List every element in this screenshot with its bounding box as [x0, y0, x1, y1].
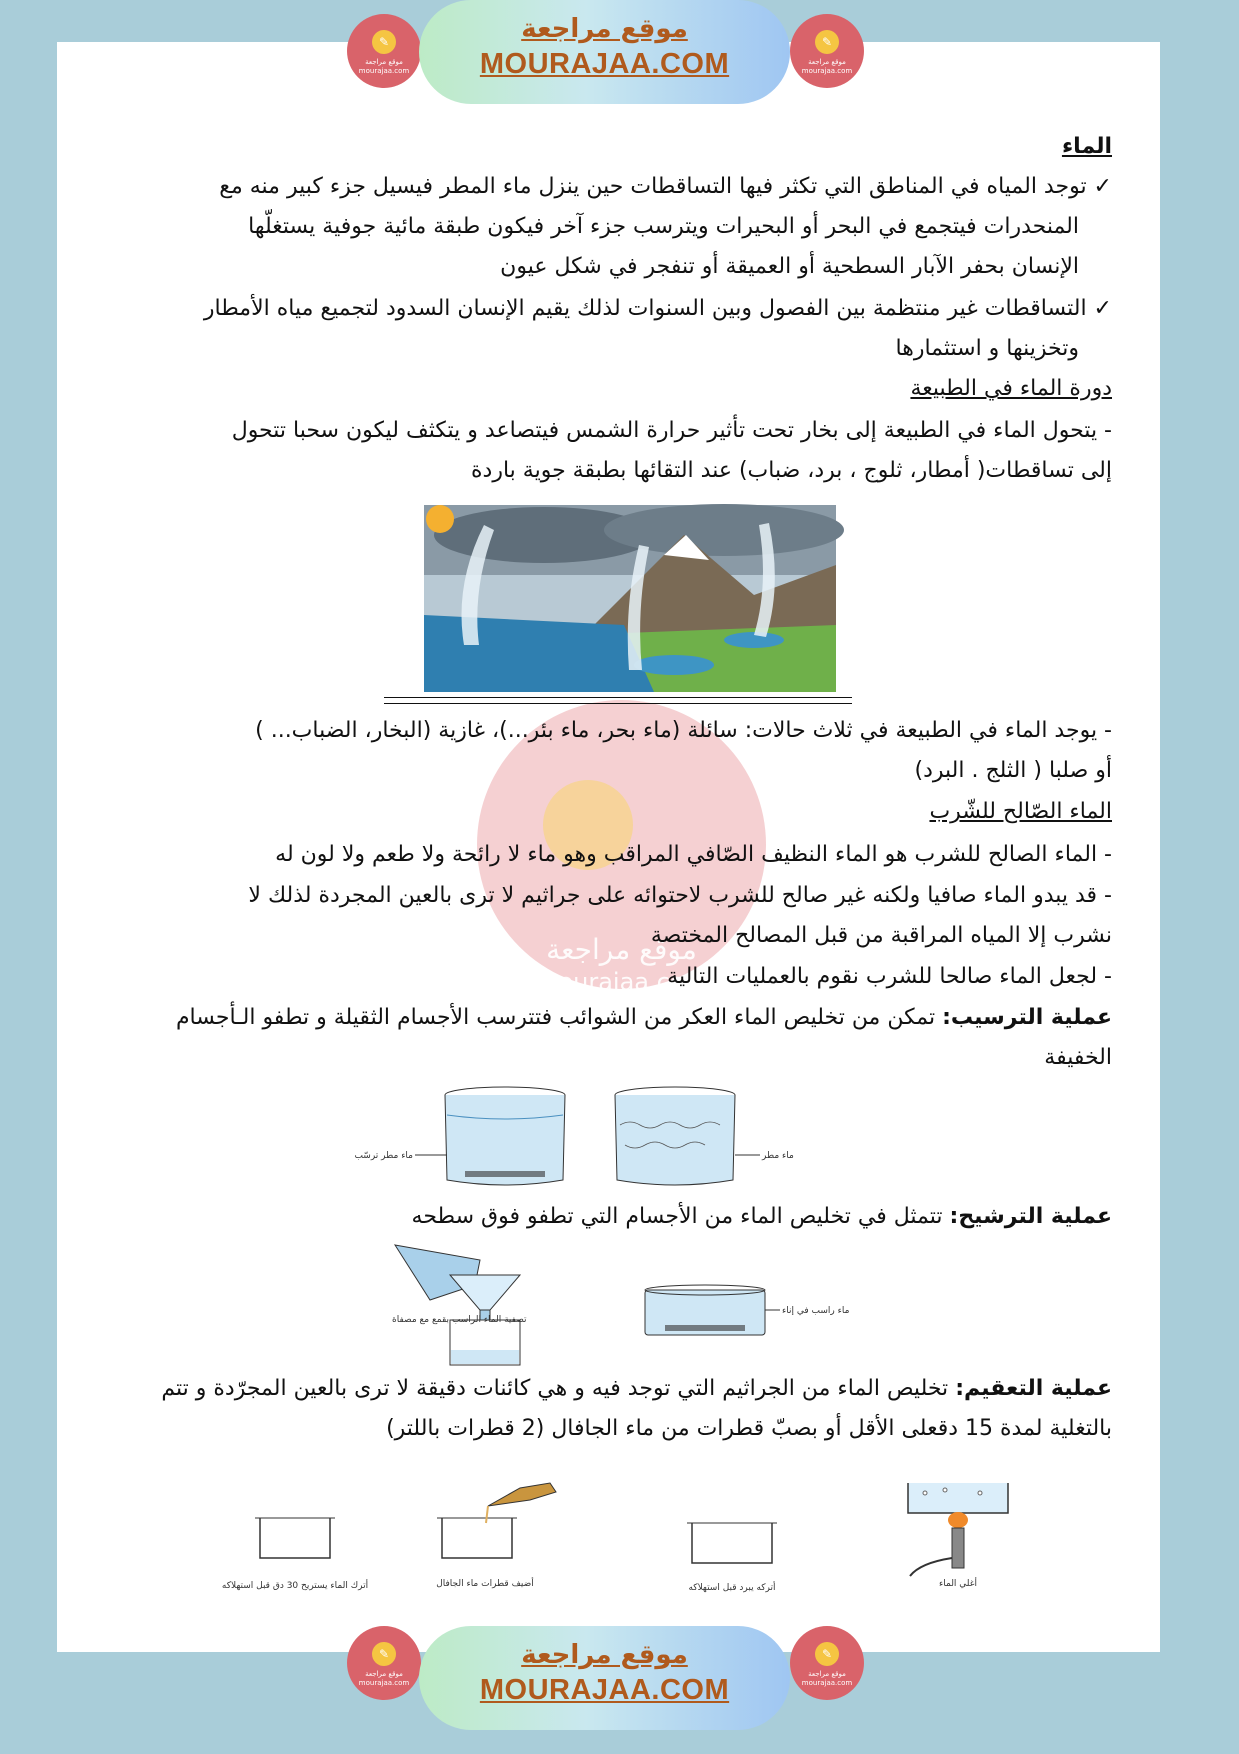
book-icon: ✎: [372, 30, 396, 54]
text-line: الخفيفة: [1044, 1045, 1112, 1070]
svg-text:تصفية الماء الراسب بقمع مع مصف: تصفية الماء الراسب بقمع مع مصفاة: [392, 1315, 527, 1325]
text-line: ✓ توجد المياه في المناطق التي تكثر فيها التساقطات حين ينزل ماء المطر فيسيل جزء كبير منه مع: [219, 174, 1112, 199]
text-line: ✓ التساقطات غير منتظمة بين الفصول وبين السنوات لذلك يقيم الإنسان السدود لتجميع مياه الأمطار: [203, 296, 1112, 321]
sterilization-paragraph: عملية التعقيم: تخليص الماء من الجراثيم التي توجد فيه و هي كائنات دقيقة لا ترى بالعين المجرّدة و تتم: [161, 1376, 1112, 1401]
logo-badge-right-footer: ✎ موقع مراجعة mourajaa.com: [790, 1626, 864, 1700]
text-line: نشرب إلا المياه المراقبة من قبل المصالح المختصة: [650, 923, 1112, 948]
double-divider: [384, 697, 852, 704]
rest-pot: [222, 1518, 368, 1591]
text-line: - يوجد الماء في الطبيعة في ثلاث حالات: سائلة (ماء بحر، ماء بئر...)، غازية (البخار، الضباب... ): [255, 718, 1112, 743]
sterilization-figure: [220, 1478, 1040, 1593]
footer-brand-arabic: موقع مراجعة: [521, 1640, 688, 1670]
site-footer-banner[interactable]: [419, 1626, 790, 1730]
text-line: - لجعل الماء صالحا للشرب نقوم بالعمليات التالية: [667, 964, 1112, 989]
book-icon: ✎: [815, 1642, 839, 1666]
header-brand-arabic: موقع مراجعة: [521, 14, 688, 44]
filtration-label: عملية الترشيح:: [949, 1204, 1112, 1229]
text-line: أو صلبا ( الثلج . البرد): [914, 758, 1112, 783]
logo-badge-left-footer: ✎ موقع مراجعة mourajaa.com: [347, 1626, 421, 1700]
boil-pot: [908, 1483, 1008, 1589]
watermark: موقع مراجعة mourajaa.com: [477, 700, 766, 989]
section-title-water: الماء: [1061, 134, 1112, 159]
site-header-banner[interactable]: [419, 0, 790, 104]
header-brand-english: MOURAJAA.COM: [479, 48, 730, 80]
bleach-pot: [436, 1483, 556, 1589]
text-line: - قد يبدو الماء صافيا ولكنه غير صالح للشرب لاحتوائه على جراثيم لا ترى بالعين المجردة لذلك لا: [248, 883, 1112, 908]
text-line: - يتحول الماء في الطبيعة إلى بخار تحت تأثير حرارة الشمس فيتصاعد و يتكثف ليكون سحبا تتحول: [231, 418, 1112, 443]
logo-badge-right: ✎ موقع مراجعة mourajaa.com: [790, 14, 864, 88]
sedimentation-figure: [354, 1085, 805, 1190]
sedimentation-paragraph: عملية الترسيب: تمكن من تخليص الماء العكر من الشوائب فتترسب الأجسام الثقيلة و تطفو الـأجسام: [175, 1005, 1112, 1030]
text-line: الإنسان بحفر الآبار السطحية أو العميقة أو تنفجر في شكل عيون: [500, 254, 1079, 279]
text-line: المنحدرات فيتجمع في البحر أو البحيرات ويترسب جزء آخر فيكون طبقة مائية جوفية يستغلّها: [248, 214, 1079, 239]
text-line: إلى تساقطات( أمطار، ثلوج ، برد، ضباب) عند التقائها بطبقة جوية باردة: [471, 458, 1112, 483]
svg-text:أضيف قطرات ماء الجافال: أضيف قطرات ماء الجافال: [436, 1579, 534, 1589]
filtration-figure: [380, 1240, 860, 1365]
section-title-drinking-water: الماء الصّالح للشّرب: [929, 799, 1112, 824]
filtration-paragraph: عملية الترشيح: تتمثل في تخليص الماء من الأجسام التي تطفو فوق سطحه: [411, 1204, 1112, 1229]
svg-text:ماء مطر ترسّب: ماء مطر ترسّب: [354, 1151, 413, 1161]
section-title-water-cycle: دورة الماء في الطبيعة: [910, 376, 1112, 401]
settled-container: [354, 1087, 565, 1185]
sedimentation-label: عملية الترسيب:: [942, 1005, 1112, 1030]
footer-brand-english: MOURAJAA.COM: [479, 1674, 730, 1706]
book-icon: ✎: [815, 30, 839, 54]
svg-text:أتركه يبرد قبل استهلاكه: أتركه يبرد قبل استهلاكه: [688, 1583, 776, 1593]
water-cycle-illustration: [424, 505, 836, 692]
book-icon: ✎: [372, 1642, 396, 1666]
text-line: وتخزينها و استثمارها: [895, 336, 1079, 361]
logo-badge-left: ✎ موقع مراجعة mourajaa.com: [347, 14, 421, 88]
svg-text:أغلي الماء: أغلي الماء: [939, 1579, 977, 1589]
cool-pot: [687, 1523, 777, 1593]
muddy-container: [615, 1087, 794, 1185]
svg-text:ماء مطر: ماء مطر: [762, 1151, 794, 1161]
text-line: - الماء الصالح للشرب هو الماء النظيف الصّافي المراقب وهو ماء لا رائحة ولا طعم ولا لون له: [275, 842, 1112, 867]
text-line: بالتغلية لمدة 15 دقعلى الأقل أو بصبّ قطرات من ماء الجافال (2 قطرات باللتر): [386, 1416, 1112, 1441]
svg-text:أترك الماء يستريح 30 دق قبل اس: أترك الماء يستريح 30 دق قبل استهلاكه: [221, 1581, 369, 1591]
sterilization-label: عملية التعقيم:: [955, 1376, 1112, 1401]
svg-text:ماء راسب في إناء: ماء راسب في إناء: [782, 1306, 850, 1316]
